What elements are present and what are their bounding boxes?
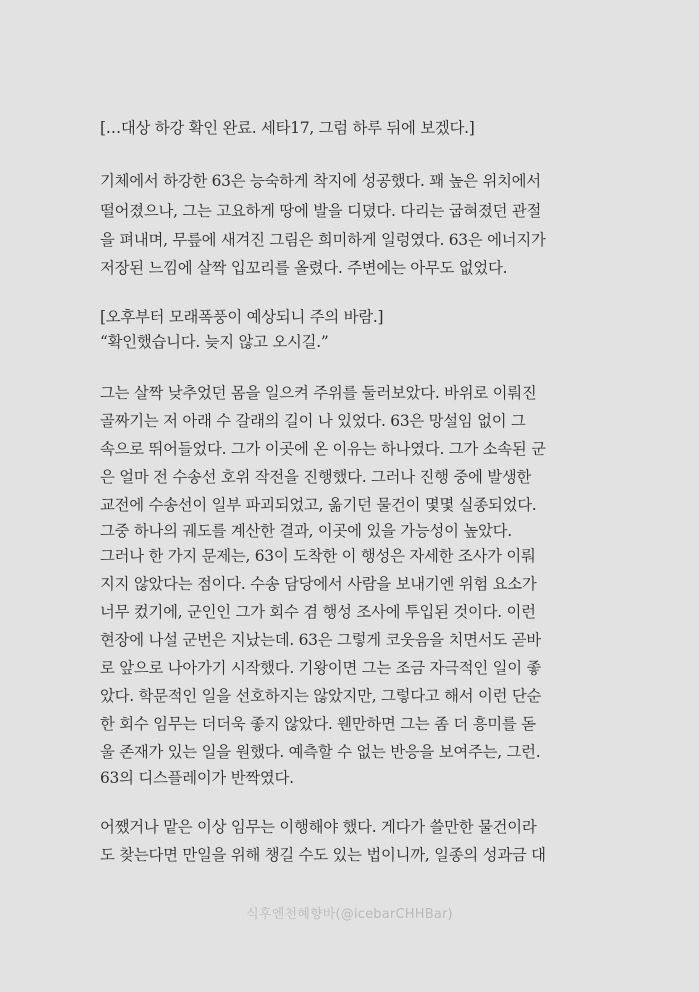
paragraph-line: 로 앞으로 나아가기 시작했다. 기왕이면 그는 조금 자극적인 일이 좋 (100, 659, 542, 677)
paragraph-line: 그중 하나의 궤도를 계산한 결과, 이곳에 있을 가능성이 높았다. (100, 522, 512, 540)
paragraph-line: 을 펴내며, 무릎에 새겨진 그림은 희미하게 일렁였다. 63은 에너지가 (100, 231, 546, 249)
paragraph-line: 63의 디스플레이가 반짝였다. (100, 769, 294, 787)
paragraph-line: 그는 살짝 낮추었던 몸을 일으켜 주위를 둘러보았다. 바위로 이뤄진 (100, 384, 537, 402)
paragraph-line: 은 얼마 전 수송선 호위 작전을 진행했다. 그러나 진행 중에 발생한 (100, 468, 532, 486)
paragraph-line: 도 찾는다면 만일을 위해 챙길 수도 있는 법이니까, 일종의 성과금 대 (100, 846, 546, 864)
paragraph-line: 한 회수 임무는 더더욱 좋지 않았다. 웬만하면 그는 좀 더 흥미를 돋 (100, 715, 536, 733)
paragraph-line: 교전에 수송선이 일부 파괴되었고, 옮기던 물건이 몇몇 실종되었다. (100, 496, 537, 514)
system-message-line: [오후부터 모래폭풍이 예상되니 주의 바람.] (100, 308, 384, 326)
paragraph-line: 어쨌거나 맡은 이상 임무는 이행해야 했다. 게다가 쓸만한 물건이라 (100, 818, 537, 836)
paragraph-line: 울 존재가 있는 일을 원했다. 예측할 수 없는 반응을 보여주는, 그런. (100, 743, 541, 761)
dialogue-line: “확인했습니다. 늦지 않고 오시길.” (100, 333, 329, 351)
paragraph-line: 골짜기는 저 아래 수 갈래의 길이 나 있었다. 63은 망설임 없이 그 (100, 412, 526, 430)
paragraph-line: 속으로 뛰어들었다. 그가 이곳에 온 이유는 하나였다. 그가 소속된 군 (100, 440, 546, 458)
paragraph-line: 너무 컸기에, 군인인 그가 회수 겸 행성 조사에 투입된 것이다. 이런 (100, 603, 536, 621)
paragraph-line: 현장에 나설 군번은 지났는데. 63은 그렇게 코웃음을 치면서도 곧바 (100, 631, 541, 649)
paragraph-line: 기체에서 하강한 63은 능숙하게 착지에 성공했다. 꽤 높은 위치에서 (100, 172, 541, 190)
paragraph-line: 저장된 느낌에 살짝 입꼬리를 올렸다. 주변에는 아무도 없었다. (100, 259, 508, 277)
paragraph-line: 지지 않았다는 점이다. 수송 담당에서 사람을 보내기엔 위험 요소가 (100, 575, 537, 593)
paragraph-line: 그러나 한 가지 문제는, 63이 도착한 이 행성은 자세한 조사가 이뤄 (100, 547, 536, 565)
paragraph-line: 았다. 학문적인 일을 선호하지는 않았지만, 그렇다고 해서 이런 단순 (100, 687, 542, 705)
system-message-line: […대상 하강 확인 완료. 세타17, 그럼 하루 뒤에 보겠다.] (100, 119, 475, 137)
paragraph-line: 떨어졌으나, 그는 고요하게 땅에 발을 디뎠다. 다리는 굽혀졌던 관절 (100, 202, 542, 220)
watermark: 식후엔천혜향바(@icebarCHHBar) (246, 907, 453, 922)
